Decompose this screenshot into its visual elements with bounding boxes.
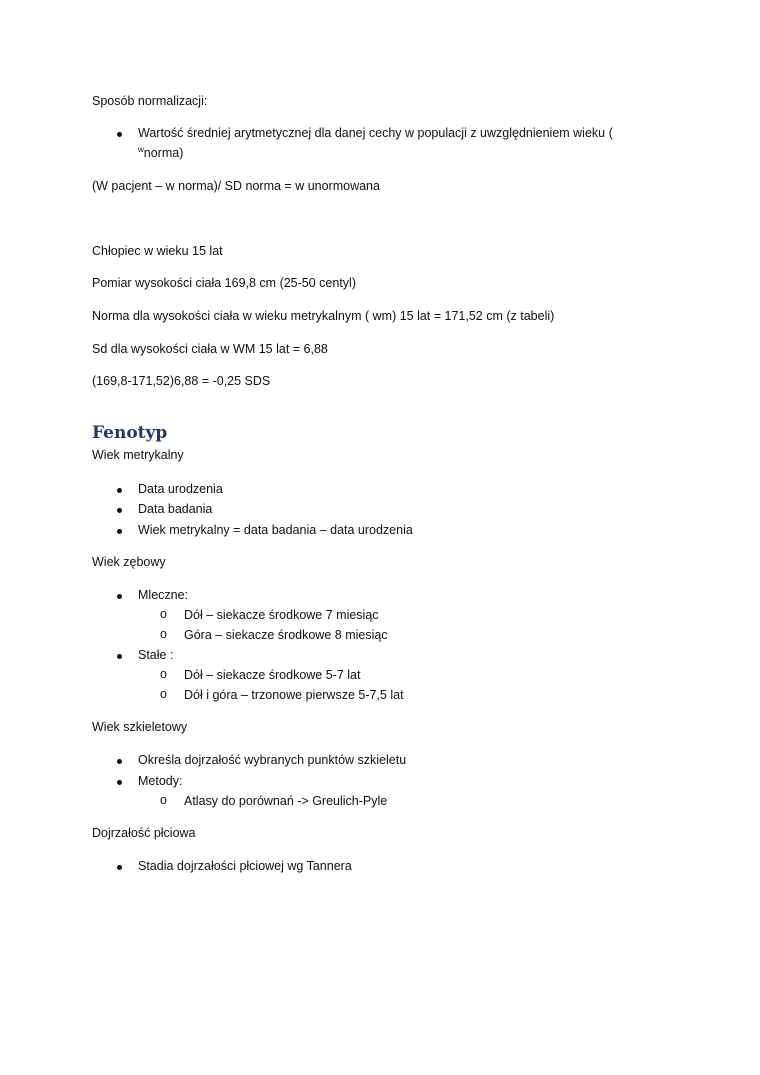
list-item-text: norma) — [143, 146, 184, 160]
circle-bullet-icon: o — [160, 687, 167, 701]
example-line: Sd dla wysokości ciała w WM 15 lat = 6,88 — [92, 342, 328, 356]
bullet-icon — [117, 780, 122, 785]
list-item-text: Data urodzenia — [138, 482, 223, 496]
example-line: Pomiar wysokości ciała 169,8 cm (25-50 centyl) — [92, 276, 356, 290]
normalization-formula: (W pacjent – w norma)/ SD norma = w unormowana — [92, 179, 380, 193]
bullet-icon — [117, 508, 122, 513]
circle-bullet-icon: o — [160, 667, 167, 681]
list-item-text: Dół – siekacze środkowe 7 miesiąc — [184, 608, 379, 622]
bullet-icon — [117, 132, 122, 137]
normalization-heading: Sposób normalizacji: — [92, 94, 208, 108]
example-line: Chłopiec w wieku 15 lat — [92, 244, 223, 258]
bullet-icon — [117, 865, 122, 870]
list-item-text: Metody: — [138, 774, 183, 788]
subheading: Wiek metrykalny — [92, 448, 184, 462]
example-line: Norma dla wysokości ciała w wieku metrykalnym ( wm) 15 lat = 171,52 cm (z tabeli) — [92, 309, 555, 323]
bullet-icon — [117, 654, 122, 659]
bullet-icon — [117, 759, 122, 764]
subheading: Dojrzałość płciowa — [92, 826, 196, 840]
list-item-text: Data badania — [138, 502, 213, 516]
list-item-text: Stałe : — [138, 648, 174, 662]
circle-bullet-icon: o — [160, 627, 167, 641]
list-item-text: Stadia dojrzałości płciowej wg Tannera — [138, 859, 352, 873]
list-item-text: Dół – siekacze środkowe 5-7 lat — [184, 668, 361, 682]
list-item-text: Wiek metrykalny = data badania – data urodzenia — [138, 523, 413, 537]
circle-bullet-icon: o — [160, 793, 167, 807]
bullet-icon — [117, 594, 122, 599]
subheading: Wiek szkieletowy — [92, 720, 188, 734]
section-heading: Fenotyp — [92, 423, 168, 443]
bullet-icon — [117, 488, 122, 493]
subheading: Wiek zębowy — [92, 555, 166, 569]
list-item-text: Góra – siekacze środkowe 8 miesiąc — [184, 628, 388, 642]
list-item-text: Dół i góra – trzonowe pierwsze 5-7,5 lat — [184, 688, 404, 702]
example-line: (169,8-171,52)6,88 = -0,25 SDS — [92, 374, 271, 388]
list-item-text: Mleczne: — [138, 588, 189, 602]
list-item-text: Atlasy do porównań -> Greulich-Pyle — [184, 794, 388, 808]
list-item-text: Określa dojrzałość wybranych punktów szkieletu — [138, 753, 407, 767]
superscript: w — [138, 144, 144, 154]
list-item-text: Wartość średniej arytmetycznej dla danej cechy w populacji z uwzględnieniem wieku ( — [138, 126, 613, 140]
bullet-icon — [117, 529, 122, 534]
circle-bullet-icon: o — [160, 607, 167, 621]
